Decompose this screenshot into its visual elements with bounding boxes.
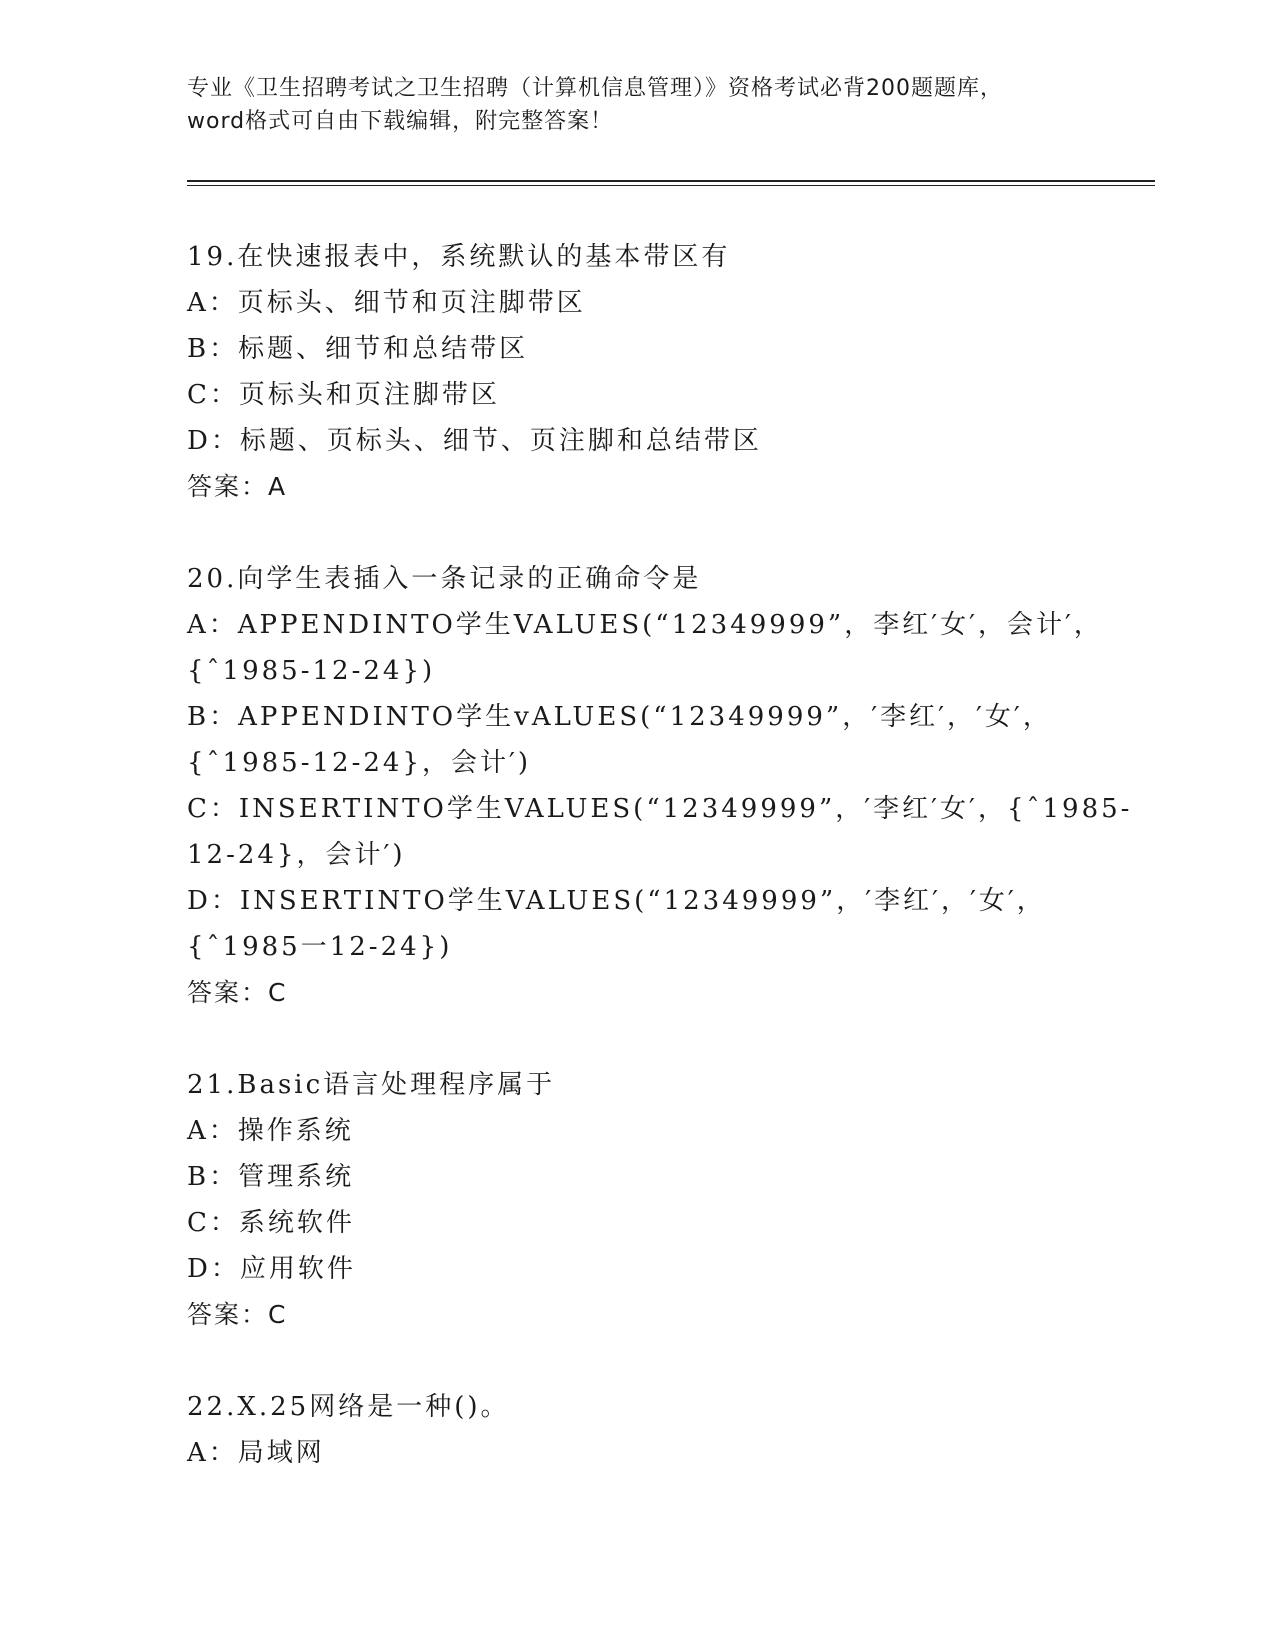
- option-c-line-2: 12-24}，会计′): [187, 840, 406, 870]
- header-title-line-1: 专业《卫生招聘考试之卫生招聘（计算机信息管理）》资格考试必背200题题库，: [187, 76, 1003, 101]
- document-header: [187, 72, 1087, 138]
- option-a-line-1: A：APPENDINTO学生VALUES(“12349999”，李红′女′，会计′，: [187, 610, 1103, 640]
- option-c-line-1: C：INSERTINTO学生VALUES(“12349999”，′李红′女′，{ˆ1985-: [187, 794, 1133, 824]
- answer: 答案：C: [187, 978, 288, 1007]
- option-b-line-1: B：APPENDINTO学生vALUES(“12349999”，′李红′，′女′，: [187, 702, 1052, 732]
- option-d: D：应用软件: [187, 1254, 356, 1284]
- question-stem: 22.X.25网络是一种()。: [187, 1392, 510, 1422]
- option-a-line-2: {ˆ1985-12-24}): [187, 656, 436, 686]
- question-stem: 19.在快速报表中，系统默认的基本带区有: [187, 242, 731, 272]
- header-divider-thick: [187, 180, 1155, 182]
- question-list: [187, 234, 1133, 1522]
- option-b: B：管理系统: [187, 1162, 355, 1192]
- option-c: C：系统软件: [187, 1208, 355, 1238]
- question-stem: 20.向学生表插入一条记录的正确命令是: [187, 564, 702, 594]
- option-a: A：局域网: [187, 1438, 325, 1468]
- option-a: A：操作系统: [187, 1116, 354, 1146]
- question-21: [187, 1062, 1087, 1338]
- header-divider-thin: [187, 185, 1155, 186]
- option-c: C：页标头和页注脚带区: [187, 380, 500, 410]
- option-b: B：标题、细节和总结带区: [187, 334, 529, 364]
- option-a: A：页标头、细节和页注脚带区: [187, 288, 586, 318]
- header-title-line-2: word格式可自由下载编辑，附完整答案！: [187, 109, 614, 134]
- question-stem: 21.Basic语言处理程序属于: [187, 1070, 556, 1100]
- question-22: [187, 1384, 1087, 1476]
- question-19: [187, 234, 1087, 510]
- question-20: [187, 556, 1133, 1016]
- answer: 答案：A: [187, 472, 288, 501]
- option-d-line-1: D：INSERTINTO学生VALUES(“12349999”，′李红′，′女′，: [187, 886, 1046, 916]
- option-b-line-2: {ˆ1985-12-24}，会计′): [187, 748, 532, 778]
- option-d: D：标题、页标头、细节、页注脚和总结带区: [187, 426, 762, 456]
- answer: 答案：C: [187, 1300, 288, 1329]
- option-d-line-2: {ˆ1985一12-24}): [187, 932, 453, 962]
